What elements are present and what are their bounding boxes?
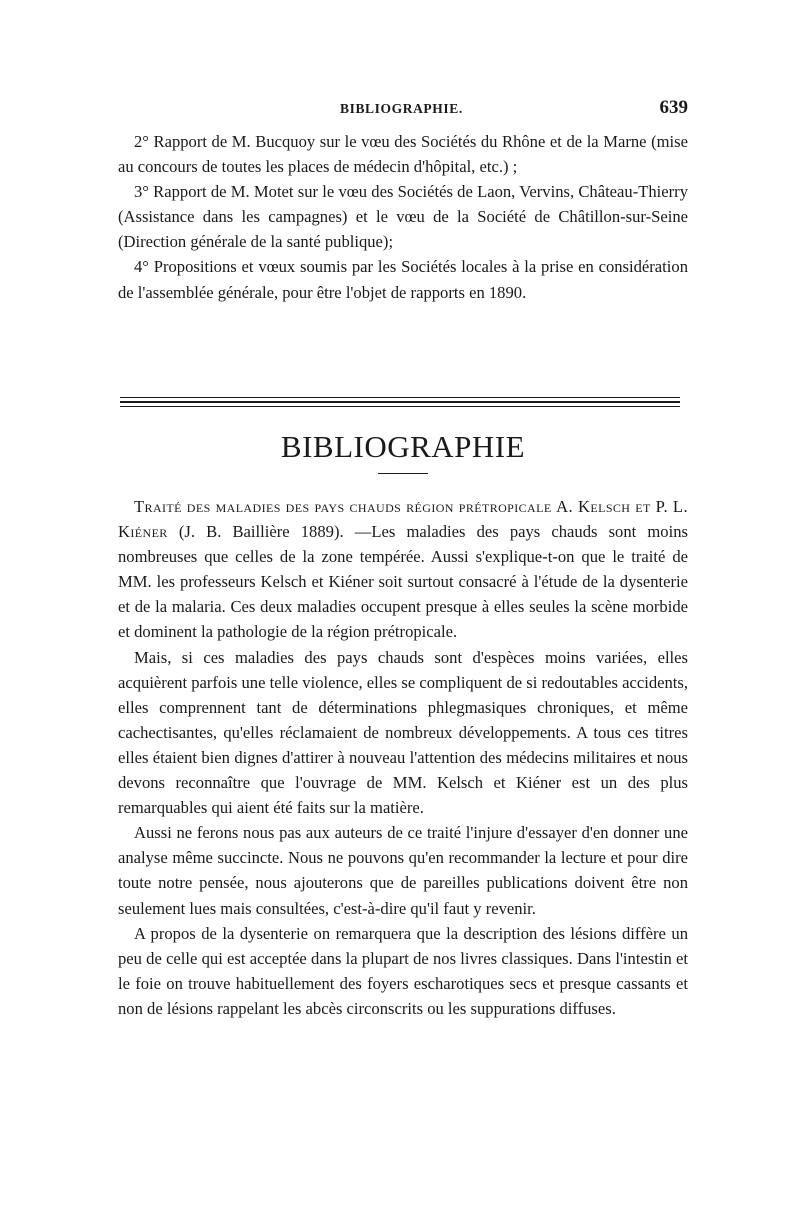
list-item: 2° Rapport de M. Bucquoy sur le vœu des Sociétés du Rhône et de la Marne (mise au concours de toutes les places de médecin d'hôpital, etc.) ; — [118, 132, 688, 177]
page-number: 639 — [659, 97, 688, 118]
section-title: BIBLIOGRAPHIE — [280, 429, 526, 464]
running-header — [118, 97, 688, 125]
running-title: BIBLIOGRAPHIE. — [340, 101, 463, 116]
review-intro-text: Les maladies des pays chauds sont moins nombreuses que celles de la zone tempérée. Aussi s'explique-t-on que le traité de MM. les professeurs Kelsch et Kiéner soit surtout consacré à l'étude de la dysenterie et de la malaria. Ces deux maladies occupent presque à elles seules la scène morbide et dominent la pathologie de la région prétropicale. — [118, 522, 688, 642]
citation-authors: A. Kelsch et P. L. Kiéner — [118, 497, 688, 542]
previous-section-list — [118, 129, 688, 305]
title-underline — [378, 473, 428, 474]
citation-dash: — — [343, 522, 372, 542]
list-item: 3° Rapport de M. Motet sur le vœu des Sociétés de Laon, Vervins, Château-Thierry (Assistance dans les campagnes) et le vœu de la Société de Châtillon-sur-Seine (Direction générale de la santé publique); — [118, 182, 688, 252]
review-body — [118, 494, 688, 1021]
divider-rule-thick — [120, 401, 680, 403]
divider-rule-thin — [120, 406, 680, 407]
review-paragraph: Mais, si ces maladies des pays chauds sont d'espèces moins variées, elles acquièrent parfois une telle violence, elles se compliquent de si redoutables accidents, elles comprennent tant de déterminations phlegmasiques chroniques, et même cachectisantes, qu'elles réclamaient de nombreux développements. A tous ces titres elles étaient bien dignes d'attirer à nouveau l'attention des médecins militaires et nous devons reconnaître que l'ouvrage de MM. Kelsch et Kiéner est un des plus remarquables qui aient été faits sur la matière. — [118, 647, 688, 818]
review-intro-paragraph — [118, 494, 688, 645]
section-divider — [120, 397, 680, 410]
review-paragraph: A propos de la dysenterie on remarquera que la description des lésions diffère un peu de celle qui est acceptée dans la plupart de nos livres classiques. Dans l'intestin et le foie on trouve habituellement des foyers escharotiques secs et presque cassants et non de lésions rappelant les abcès circonscrits ou les suppurations diffuses. — [118, 923, 688, 1018]
citation-publisher: (J. B. Baillière 1889). — [178, 522, 344, 542]
list-item: 4° Propositions et vœux soumis par les Sociétés locales à la prise en considération de l'assemblée générale, pour être l'objet de rapports en 1890. — [118, 257, 688, 302]
divider-rule-thin — [120, 397, 680, 398]
citation-title: Traité des maladies des pays chauds région prétropicale — [134, 497, 552, 516]
review-paragraph: Aussi ne ferons nous pas aux auteurs de ce traité l'injure d'essayer d'en donner une analyse même succincte. Nous ne pouvons qu'en recommander la lecture et pour dire toute notre pensée, nous ajouterons que de pareilles publications doivent être non seulement lues mais consultées, c'est-à-dire qu'il faut y revenir. — [118, 823, 688, 918]
